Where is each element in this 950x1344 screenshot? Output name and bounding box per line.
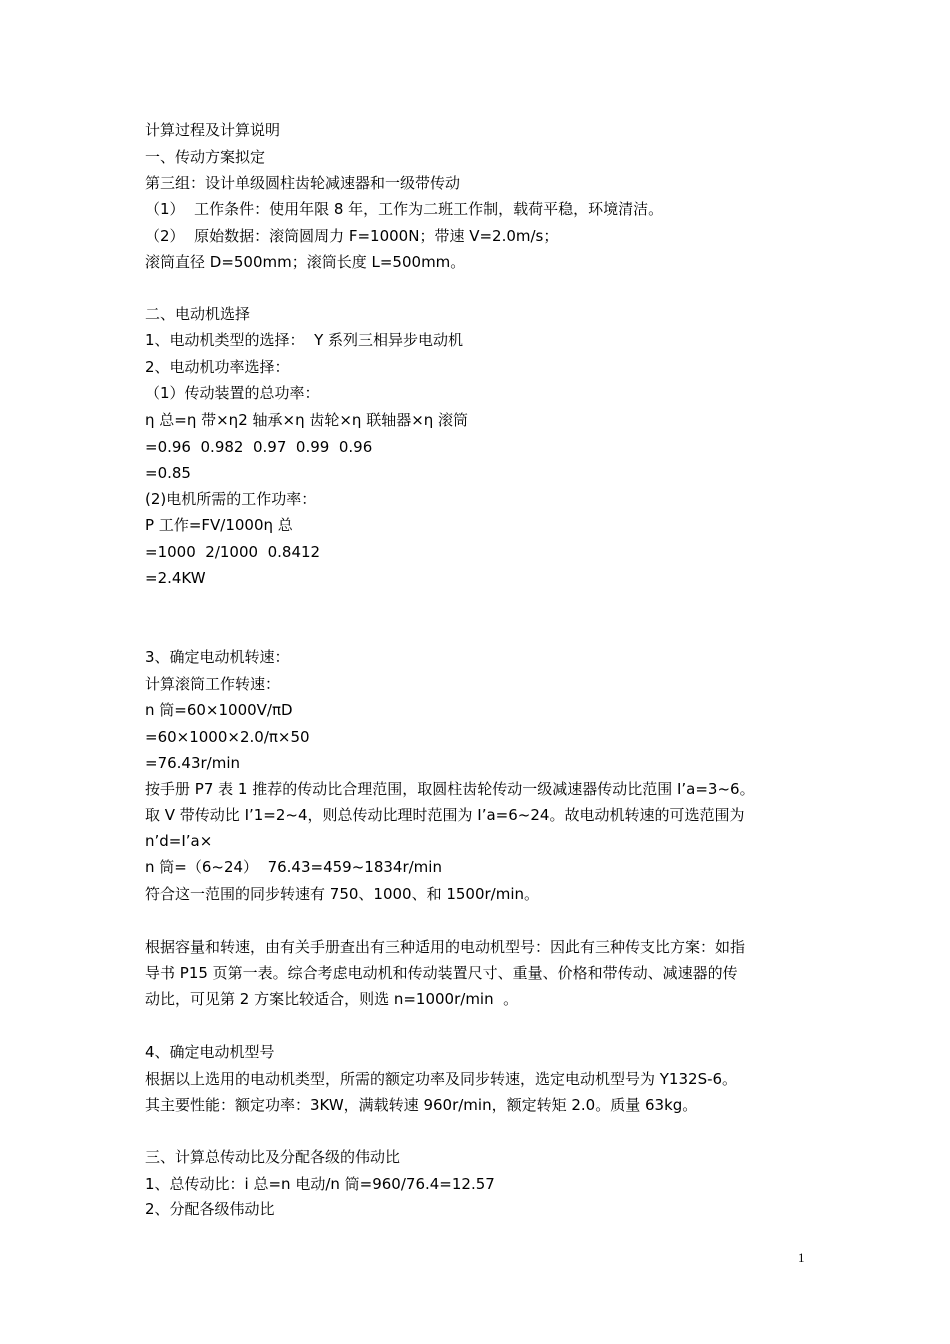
text-line: 按手册 P7 表 1 推荐的传动比合理范围，取圆柱齿轮传动一级减速器传动比范围 I’a=3~6。 <box>145 780 755 798</box>
formula-line: =1000 2/1000 0.8412 <box>145 543 321 561</box>
subsection-heading: 3、确定电动机转速： <box>145 648 290 666</box>
formula-line: =76.43r/min <box>145 754 241 772</box>
text-line: 2、分配各级伟动比 <box>145 1200 275 1218</box>
formula-line: 1、总传动比：i 总=n 电动/n 筒=960/76.4=12.57 <box>145 1175 495 1193</box>
text-line: 导书 P15 页第一表。综合考虑电动机和传动装置尺寸、重量、价格和带传动、减速器的传 <box>145 964 738 982</box>
formula-line: n’d=I’a× <box>145 832 213 850</box>
formula-line: =2.4KW <box>145 569 206 587</box>
text-line: 根据以上选用的电动机类型，所需的额定功率及同步转速，选定电动机型号为 Y132S-6。 <box>145 1070 738 1088</box>
section-heading: 三、计算总传动比及分配各级的伟动比 <box>145 1148 401 1166</box>
subsection-heading: 4、确定电动机型号 <box>145 1043 275 1061</box>
text-line: （1）传动装置的总功率： <box>145 384 320 402</box>
formula-line: P 工作=FV/1000η 总 <box>145 516 293 534</box>
text-line: 计算滚筒工作转速： <box>145 675 281 693</box>
text-line: 根据容量和转速，由有关手册查出有三种适用的电动机型号：因此有三种传支比方案：如指 <box>145 938 746 956</box>
formula-line: =60×1000×2.0/π×50 <box>145 728 310 746</box>
text-line: 2、电动机功率选择： <box>145 358 290 376</box>
text-line: (2)电机所需的工作功率： <box>145 490 317 508</box>
text-line: 取 V 带传动比 I’1=2~4，则总传动比理时范围为 I’a=6~24。故电动机转速的可选范围为 <box>145 806 745 824</box>
text-line: 其主要性能：额定功率：3KW，满载转速 960r/min，额定转矩 2.0。质量 63kg。 <box>145 1096 698 1114</box>
formula-line: n 筒=（6~24） 76.43=459~1834r/min <box>145 858 442 876</box>
text-line: 符合这一范围的同步转速有 750、1000、和 1500r/min。 <box>145 885 540 903</box>
text-line: 滚筒直径 D=500mm；滚筒长度 L=500mm。 <box>145 253 466 271</box>
formula-line: =0.85 <box>145 464 191 482</box>
formula-line: =0.96 0.982 0.97 0.99 0.96 <box>145 438 373 456</box>
text-line: 1、电动机类型的选择： Y 系列三相异步电动机 <box>145 331 464 349</box>
text-line: 动比，可见第 2 方案比较适合，则选 n=1000r/min 。 <box>145 990 519 1008</box>
text-line: （2） 原始数据：滚筒圆周力 F=1000N；带速 V=2.0m/s； <box>145 227 559 245</box>
formula-line: η 总=η 带×η2 轴承×η 齿轮×η 联轴器×η 滚筒 <box>145 411 469 429</box>
page-number: 1 <box>798 1250 805 1265</box>
doc-title: 计算过程及计算说明 <box>145 121 281 139</box>
formula-line: n 筒=60×1000V/πD <box>145 701 293 719</box>
text-line: 第三组：设计单级圆柱齿轮减速器和一级带传动 <box>145 174 461 192</box>
section-heading: 一、传动方案拟定 <box>145 148 266 166</box>
section-heading: 二、电动机选择 <box>145 305 251 323</box>
text-line: （1） 工作条件：使用年限 8 年，工作为二班工作制，载荷平稳，环境清洁。 <box>145 200 664 218</box>
